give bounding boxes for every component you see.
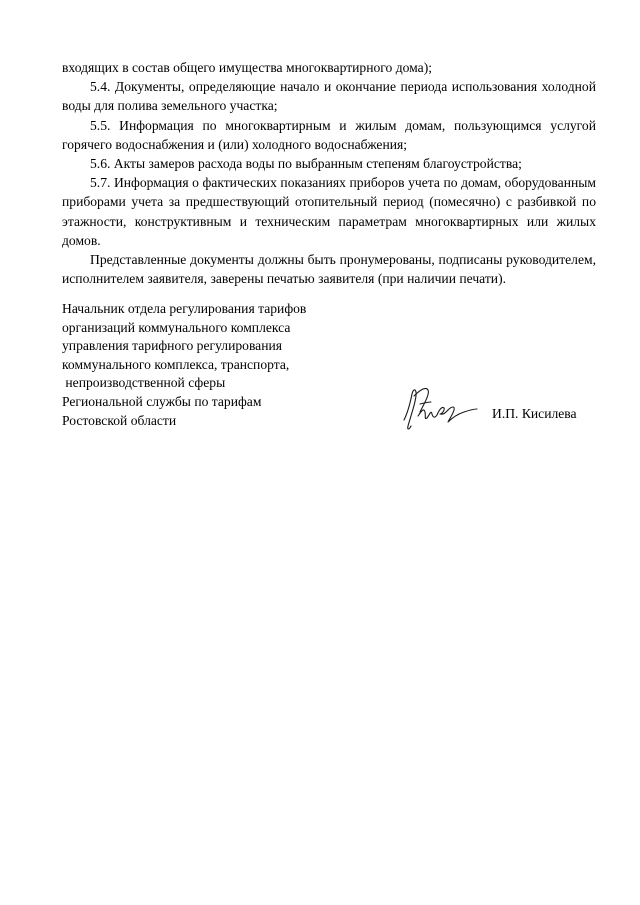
position-line: организаций коммунального комплекса <box>62 319 291 335</box>
document-body <box>62 58 596 288</box>
position-line: непроизводственной сферы <box>62 375 226 391</box>
paragraph-5-7: 5.7. Информация о фактических показаниях приборов учета по домам, оборудованным приборами учета за предшествующий отопительный период (помесячно) с разбивкой по этажности, конструктивным и техническим параметрам многоквартирных или жилых домов. <box>62 175 596 248</box>
position-line: управления тарифного регулирования <box>62 338 283 354</box>
signature-block <box>62 300 596 430</box>
position-line: Начальник отдела регулирования тарифов <box>62 301 307 316</box>
paragraph-documents-note: Представленные документы должны быть пронумерованы, подписаны руководителем, исполнителем заявителя, заверены печатью заявителя (при наличии печати). <box>62 252 596 287</box>
signer-name: И.П. Кисилева <box>492 406 577 421</box>
paragraph-5-6: 5.6. Акты замеров расхода воды по выбранным степеням благоустройства; <box>90 156 522 172</box>
paragraph-continuation: входящих в состав общего имущества многоквартирного дома); <box>62 60 433 75</box>
position-line: Ростовской области <box>62 412 177 428</box>
paragraph-5-4: 5.4. Документы, определяющие начало и окончание периода использования холодной воды для полива земельного участка; <box>62 79 596 114</box>
position-line: коммунального комплекса, транспорта, <box>62 356 290 372</box>
signer-position <box>62 300 362 430</box>
handwritten-signature-icon <box>400 382 480 434</box>
position-line: Региональной службы по тарифам <box>62 393 262 409</box>
paragraph-5-5: 5.5. Информация по многоквартирным и жилым домам, пользующимся услугой горячего водоснабжения и (или) холодного водоснабжения; <box>62 117 596 152</box>
